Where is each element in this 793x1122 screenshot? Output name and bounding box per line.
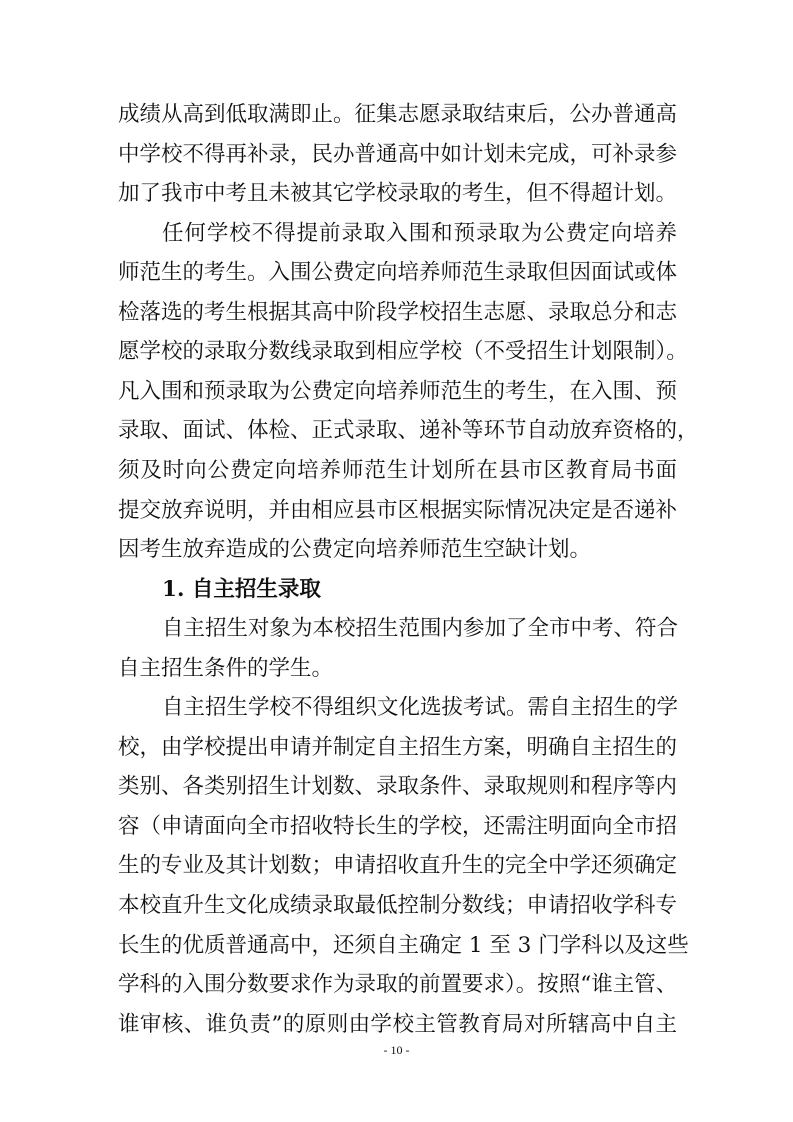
text-line: 成绩从高到低取满即止。征集志愿录取结束后，公办普通高 [118,102,678,127]
text-line: 检落选的考生根据其高中阶段学校招生志愿、录取总分和志 [118,299,678,325]
page-number: - 10 - [383,1043,410,1057]
text-line: 愿学校的录取分数线录取到相应学校（不受招生计划限制）。 [118,339,688,365]
text-line: 学科的入围分数要求作为录取的前置要求）。按照“谁主管、 [118,972,678,998]
text-line: 录取、面试、体检、正式录取、递补等环节自动放弃资格的， [118,418,699,444]
text-line: 自主招生学校不得组织文化选拔考试。需自主招生的学 [162,695,679,721]
text-line: 谁审核、谁负责”的原则由学校主管教育局对所辖高中自主 [118,1011,677,1037]
text-line: 加了我市中考且未被其它学校录取的考生，但不得超计划。 [118,181,678,207]
text-line: 生的专业及其计划数；申请招收直升生的完全中学还须确定 [118,853,678,879]
text-line: 自主招生对象为本校招生范围内参加了全市中考、符合 [162,616,679,642]
section-heading: 1. 自主招生录取 [162,576,321,602]
text-line: 中学校不得再补录，民办普通高中如计划未完成，可补录参 [118,141,678,167]
text-line: 长生的优质普通高中，还须自主确定 1 至 3 门学科以及这些 [118,932,689,958]
text-line: 校，由学校提出申请并制定自主招生方案，明确自主招生的 [118,734,678,760]
text-line: 因考生放弃造成的公费定向培养师范生空缺计划。 [118,537,592,563]
text-line: 本校直升生文化成绩录取最低控制分数线；申请招收学科专 [118,893,678,918]
text-line: 师范生的考生。入围公费定向培养师范生录取但因面试或体 [118,260,678,286]
text-line: 凡入围和预录取为公费定向培养师范生的考生，在入围、预 [118,378,678,404]
text-line: 任何学校不得提前录取入围和预录取为公费定向培养 [162,220,677,246]
text-line: 容（申请面向全市招收特长生的学校，还需注明面向全市招 [118,813,678,839]
text-line: 提交放弃说明，并由相应县市区根据实际情况决定是否递补 [118,497,678,523]
text-line: 自主招生条件的学生。 [118,655,334,681]
text-line: 类别、各类别招生计划数、录取条件、录取规则和程序等内 [118,774,678,800]
text-line: 须及时向公费定向培养师范生计划所在县市区教育局书面 [118,457,677,483]
